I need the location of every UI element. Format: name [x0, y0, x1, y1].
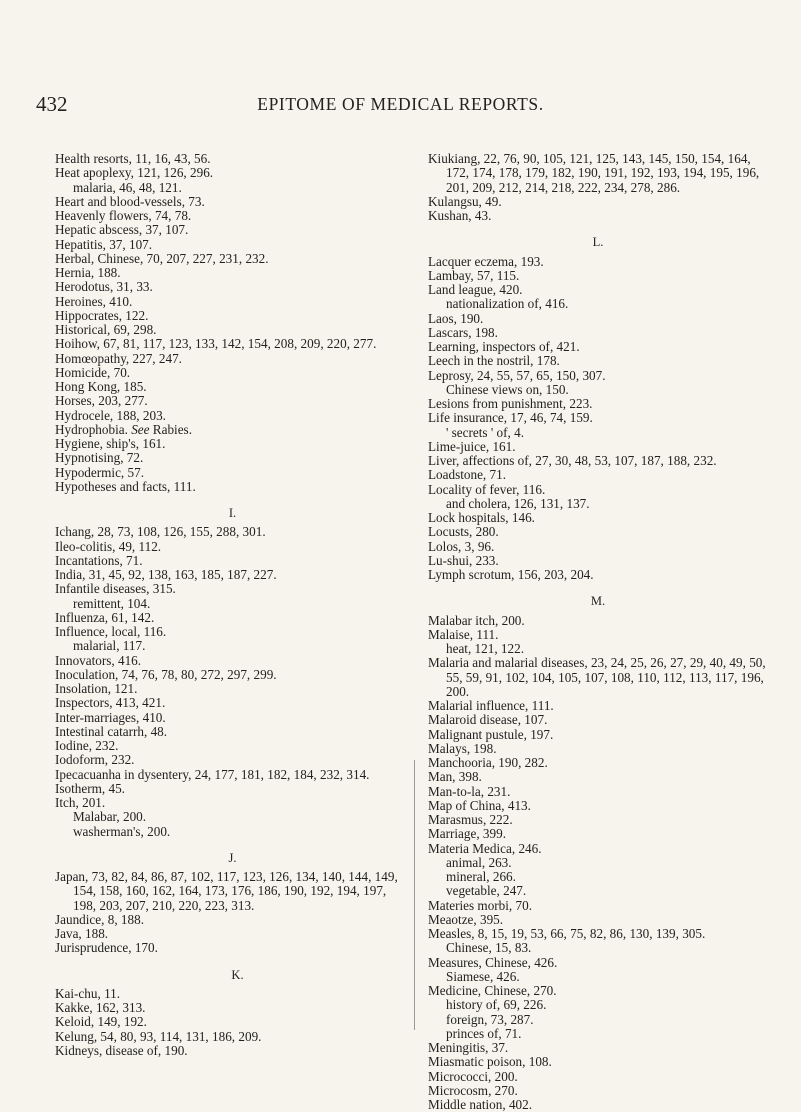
running-header — [0, 92, 801, 118]
section-letter: I. — [228, 506, 237, 520]
index-subentry: Chinese views on, 150. — [446, 381, 569, 397]
index-entry: Hernia, 188. — [55, 265, 121, 280]
column-divider — [414, 760, 415, 1030]
index-entry: Isotherm, 45. — [55, 780, 125, 796]
index-entry: Miasmatic poison, 108. — [428, 1054, 552, 1070]
index-entry: Hypotheses and facts, 111. — [55, 478, 196, 494]
index-entry: Kidneys, disease of, 190. — [55, 1042, 188, 1058]
index-entry: Hippocrates, 122. — [55, 307, 149, 323]
index-entry: Lascars, 198. — [428, 324, 498, 340]
index-entry: Kakke, 162, 313. — [55, 1000, 146, 1015]
index-entry: Keloid, 149, 192. — [55, 1014, 147, 1030]
index-entry: Learning, inspectors of, 421. — [428, 339, 580, 354]
index-entry: Kiukiang, 22, 76, 90, 105, 121, 125, 143, 145, 150, 154, 164, 172, 174, 178, 179, 182, 190, 191, 192, 193, 194, 195, 196, 201, 209, 212, 214, 218, 222, 234, 278, 286. — [428, 151, 760, 195]
index-subentry: and cholera, 126, 131, 137. — [446, 495, 590, 511]
index-entry: Inspectors, 413, 421. — [55, 695, 166, 711]
index-entry: Malaise, 111. — [428, 626, 499, 642]
index-entry: Health resorts, 11, 16, 43, 56. — [55, 151, 211, 166]
index-entry: Kulangsu, 49. — [428, 193, 502, 209]
index-entry: Ileo-colitis, 49, 112. — [55, 538, 162, 554]
index-subentry: Chinese, 15, 83. — [446, 940, 532, 956]
index-entry: Malignant pustule, 197. — [428, 726, 554, 742]
index-entry: Intestinal catarrh, 48. — [55, 723, 168, 739]
index-entry: Marasmus, 222. — [428, 812, 513, 827]
index-entry: Ichang, 28, 73, 108, 126, 155, 288, 301. — [55, 524, 266, 540]
index-entry: Meaotze, 395. — [428, 911, 504, 927]
index-entry: Hypnotising, 72. — [55, 450, 144, 466]
index-entry: Malaroid disease, 107. — [428, 712, 548, 728]
index-entry: Malarial influence, 111. — [428, 698, 554, 713]
index-entry-hydrophobia — [55, 423, 410, 437]
index-entry: Lock hospitals, 146. — [428, 510, 535, 525]
index-entry: Lambay, 57, 115. — [428, 267, 520, 283]
running-title: EPITOME OF MEDICAL REPORTS. — [257, 94, 544, 114]
index-entry: Micrococci, 200. — [428, 1068, 518, 1084]
index-subentry: nationalization of, 416. — [446, 296, 569, 312]
index-entry: Historical, 69, 298. — [55, 322, 157, 337]
index-entry: Map of China, 413. — [428, 797, 531, 813]
index-entry: Kai-chu, 11. — [55, 985, 121, 1001]
index-subentry: foreign, 73, 287. — [446, 1011, 534, 1027]
index-entry: Man, 398. — [428, 769, 482, 785]
index-entry: Lesions from punishment, 223. — [428, 396, 593, 411]
index-entry: Insolation, 121. — [55, 681, 138, 696]
index-entry: Itch, 201. — [55, 795, 106, 810]
index-entry: Lime-juice, 161. — [428, 438, 516, 454]
index-entry: Kelung, 54, 80, 93, 114, 131, 186, 209. — [55, 1028, 262, 1044]
index-entry: Inoculation, 74, 76, 78, 80, 272, 297, 299. — [55, 666, 277, 682]
index-entry: Japan, 73, 82, 84, 86, 87, 102, 117, 123, 126, 134, 140, 144, 149, 154, 158, 160, 162, 164, 173, 176, 186, 190, 192, 194, 197, 198, 203, 207, 210, 220, 223, 313. — [55, 869, 398, 913]
index-entry: Malabar itch, 200. — [428, 612, 525, 628]
index-entry: Horses, 203, 277. — [55, 393, 148, 409]
index-subentry: washerman's, 200. — [73, 823, 171, 839]
see-reference: See — [131, 421, 150, 437]
index-entry: Infantile diseases, 315. — [55, 581, 176, 597]
index-entry: Measles, 8, 15, 19, 53, 66, 75, 82, 86, 130, 139, 305. — [428, 926, 706, 941]
index-subentry: Siamese, 426. — [446, 968, 520, 984]
index-entry: Inter-marriages, 410. — [55, 709, 166, 725]
index-entry: Materia Medica, 246. — [428, 840, 542, 856]
index-entry: Laos, 190. — [428, 310, 484, 326]
section-letter: M. — [590, 594, 606, 609]
index-entry: Influence, local, 116. — [55, 624, 167, 639]
index-entry: Man-to-la, 231. — [428, 783, 511, 799]
index-entry: Microcosm, 270. — [428, 1082, 518, 1098]
index-entry: Hygiene, ship's, 161. — [55, 436, 166, 451]
index-column-right — [428, 152, 768, 1112]
index-entry: Hydrocele, 188, 203. — [55, 407, 166, 423]
index-subentry: remittent, 104. — [73, 595, 151, 611]
index-entry: Materies morbi, 70. — [428, 897, 533, 913]
index-entry: Java, 188. — [55, 926, 109, 941]
index-subentry: ' secrets ' of, 4. — [446, 424, 524, 440]
index-entry: Iodine, 232. — [55, 738, 119, 753]
index-entry: Leech in the nostril, 178. — [428, 353, 560, 369]
index-entry: Influenza, 61, 142. — [55, 609, 155, 625]
index-entry: Hypodermic, 57. — [55, 464, 144, 480]
index-entry: Herodotus, 31, 33. — [55, 279, 153, 295]
index-entry: Homœopathy, 227, 247. — [55, 350, 182, 366]
index-entry: Heroines, 410. — [55, 293, 133, 309]
index-entry: Medicine, Chinese, 270. — [428, 983, 557, 998]
index-entry: India, 31, 45, 92, 138, 163, 185, 187, 227. — [55, 567, 277, 582]
section-letter: K. — [231, 967, 244, 982]
section-letter: L. — [592, 235, 604, 250]
index-subentry: animal, 263. — [446, 854, 512, 870]
index-term: Hydrophobia. — [55, 421, 128, 437]
see-target: Rabies. — [152, 421, 192, 437]
index-entry: Heavenly flowers, 74, 78. — [55, 208, 192, 223]
index-subentry: malarial, 117. — [73, 638, 146, 654]
index-column-left — [55, 152, 410, 1058]
index-entry: Locality of fever, 116. — [428, 481, 546, 497]
index-entry: Manchooria, 190, 282. — [428, 755, 548, 770]
index-entry: Heart and blood-vessels, 73. — [55, 193, 205, 209]
index-subentry: vegetable, 247. — [446, 883, 527, 899]
index-subentry: malaria, 46, 48, 121. — [73, 179, 182, 195]
index-subentry: princes of, 71. — [446, 1025, 522, 1041]
index-entry: Lymph scrotum, 156, 203, 204. — [428, 567, 594, 582]
index-entry: Malays, 198. — [428, 740, 497, 756]
index-entry: Life insurance, 17, 46, 74, 159. — [428, 410, 593, 426]
index-entry: Lu-shui, 233. — [428, 552, 499, 568]
index-entry: Herbal, Chinese, 70, 207, 227, 231, 232. — [55, 250, 269, 266]
index-entry: Iodoform, 232. — [55, 752, 135, 768]
index-entry: Ipecacuanha in dysentery, 24, 177, 181, 182, 184, 232, 314. — [55, 766, 370, 782]
index-entry: Kushan, 43. — [428, 208, 492, 223]
index-subentry: heat, 121, 122. — [446, 641, 525, 656]
index-subentry: history of, 69, 226. — [446, 997, 547, 1013]
index-entry: Incantations, 71. — [55, 552, 143, 568]
index-entry: Marriage, 399. — [428, 826, 506, 842]
index-entry: Land league, 420. — [428, 282, 523, 297]
index-entry: Hoihow, 67, 81, 117, 123, 133, 142, 154, 208, 209, 220, 277. — [55, 336, 377, 352]
index-entry: Loadstone, 71. — [428, 467, 507, 483]
index-subentry: mineral, 266. — [446, 869, 516, 884]
index-entry: Locusts, 280. — [428, 524, 499, 540]
index-entry: Middle nation, 402. — [428, 1097, 533, 1112]
index-entry: Hong Kong, 185. — [55, 379, 147, 394]
index-entry: Innovators, 416. — [55, 652, 142, 668]
index-entry: Jaundice, 8, 188. — [55, 911, 144, 927]
index-entry: Lacquer eczema, 193. — [428, 253, 544, 269]
index-entry: Malaria and malarial diseases, 23, 24, 25, 26, 27, 29, 40, 49, 50, 55, 59, 91, 102, 104, 105, 107, 108, 110, 112, 113, 117, 196, 200. — [428, 655, 766, 699]
index-entry: Hepatitis, 37, 107. — [55, 236, 153, 252]
index-entry: Heat apoplexy, 121, 126, 296. — [55, 165, 214, 181]
index-entry: Jurisprudence, 170. — [55, 940, 158, 956]
index-entry: Hepatic abscess, 37, 107. — [55, 222, 189, 238]
index-entry: Homicide, 70. — [55, 364, 131, 380]
section-letter: J. — [228, 850, 237, 865]
index-entry: Meningitis, 37. — [428, 1040, 509, 1055]
page-number: 432 — [36, 92, 68, 116]
index-entry: Lolos, 3, 96. — [428, 538, 495, 554]
index-entry: Leprosy, 24, 55, 57, 65, 150, 307. — [428, 367, 606, 383]
index-entry: Measures, Chinese, 426. — [428, 954, 558, 970]
index-subentry: Malabar, 200. — [73, 809, 147, 825]
index-entry: Liver, affections of, 27, 30, 48, 53, 107, 187, 188, 232. — [428, 453, 717, 468]
